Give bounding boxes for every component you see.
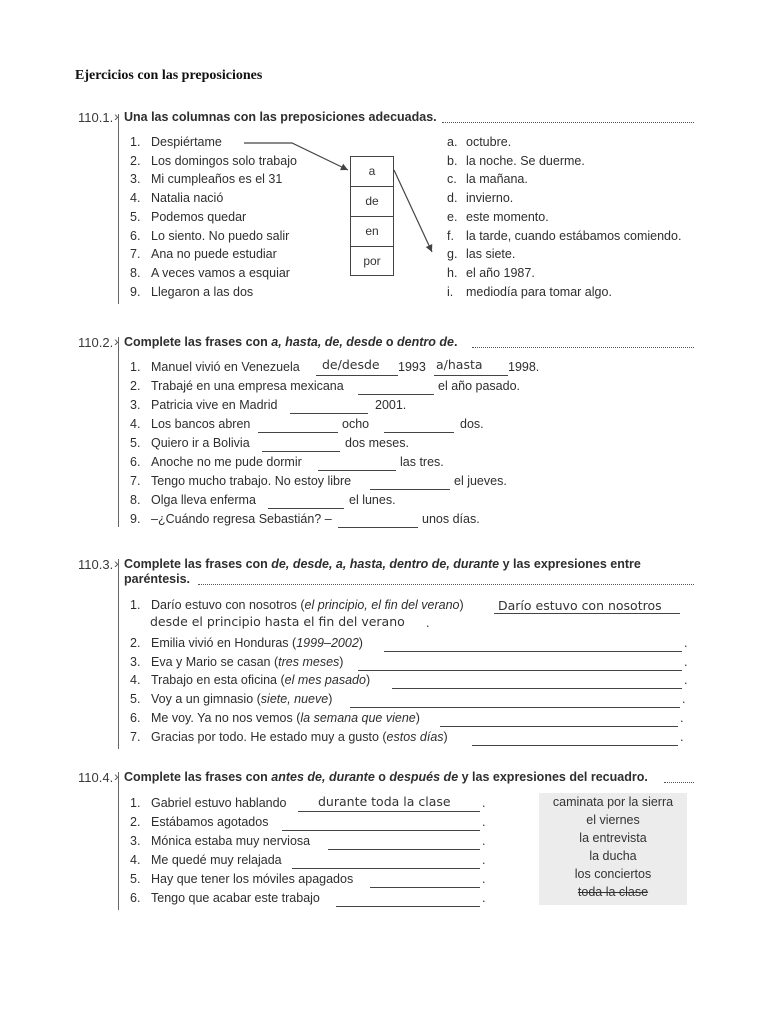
answer-blank[interactable] bbox=[472, 745, 678, 746]
handwritten-answer: desde el principio hasta el fin del verano bbox=[150, 614, 405, 629]
item-number: 5. bbox=[130, 692, 141, 707]
answer-blank[interactable] bbox=[282, 830, 480, 831]
chevron-right-icon: › bbox=[114, 108, 119, 124]
item-text: Tengo que acabar este trabajo bbox=[151, 891, 320, 905]
word-box-item: el viernes bbox=[586, 813, 640, 827]
item-number: 7. bbox=[130, 247, 141, 262]
item-number: 5. bbox=[130, 209, 141, 224]
answer-blank[interactable] bbox=[292, 868, 480, 869]
item-number: 9. bbox=[130, 284, 141, 299]
chevron-right-icon: › bbox=[114, 768, 119, 784]
period: . bbox=[482, 834, 486, 848]
item-number: 6. bbox=[130, 891, 141, 905]
margin-rule bbox=[118, 337, 119, 527]
item-text: el jueves. bbox=[454, 474, 507, 488]
item-text: Despiértame bbox=[151, 135, 222, 149]
item-number: 3. bbox=[130, 172, 141, 187]
item-letter: h. bbox=[447, 265, 458, 280]
period: . bbox=[482, 796, 486, 810]
item-number: 3. bbox=[130, 654, 141, 669]
item-text: Los bancos abren bbox=[151, 417, 251, 431]
matching-arrows bbox=[0, 0, 768, 320]
period: . bbox=[482, 872, 486, 886]
item-text: dos meses. bbox=[345, 436, 409, 450]
word-box bbox=[539, 793, 687, 905]
word-box-item-struck: toda la clase bbox=[577, 885, 649, 899]
item-text: Emilia vivió en Honduras (1999–2002) bbox=[151, 636, 363, 650]
exercise-heading: Complete las frases con antes de, durante o después de y las expresiones del recuadro. bbox=[124, 770, 648, 784]
answer-blank[interactable] bbox=[392, 688, 682, 689]
item-letter: a. bbox=[447, 135, 458, 149]
item-text: Manuel vivió en Venezuela bbox=[151, 360, 300, 374]
exercise-heading: Complete las frases con a, hasta, de, desde o dentro de. bbox=[124, 335, 458, 349]
answer-blank[interactable] bbox=[316, 375, 398, 376]
item-text: Trabajé en una empresa mexicana bbox=[151, 379, 344, 393]
item-text: mediodía para tomar algo. bbox=[466, 284, 612, 299]
period: . bbox=[482, 891, 486, 905]
item-text: Me voy. Ya no nos vemos (la semana que viene) bbox=[151, 710, 420, 725]
answer-blank[interactable] bbox=[358, 670, 682, 671]
word-box-item: caminata por la sierra bbox=[552, 795, 674, 809]
period: . bbox=[482, 815, 486, 829]
answer-blank[interactable] bbox=[434, 375, 508, 376]
answer-blank[interactable] bbox=[370, 489, 450, 490]
item-text: la noche. Se duerme. bbox=[466, 153, 585, 168]
period: . bbox=[426, 616, 430, 630]
item-text: invierno. bbox=[466, 191, 514, 206]
item-text: Podemos quedar bbox=[151, 209, 247, 224]
answer-blank[interactable] bbox=[440, 726, 678, 727]
item-number: 7. bbox=[130, 474, 141, 488]
answer-blank[interactable] bbox=[358, 394, 434, 395]
item-number: 8. bbox=[130, 493, 141, 507]
box-cell: por bbox=[363, 254, 381, 268]
exercise-heading: Una las columnas con las preposiciones adecuadas. bbox=[124, 110, 437, 124]
chevron-right-icon: › bbox=[114, 555, 119, 571]
answer-blank[interactable] bbox=[328, 849, 480, 850]
arrow-line bbox=[394, 170, 432, 252]
handwritten-answer: Darío estuvo con nosotros bbox=[498, 598, 662, 613]
item-text: Me quedé muy relajada bbox=[151, 853, 282, 867]
item-letter: c. bbox=[447, 172, 457, 187]
item-number: 6. bbox=[130, 710, 141, 725]
period: . bbox=[682, 692, 686, 707]
item-text: el lunes. bbox=[349, 493, 396, 507]
item-text: 1998. bbox=[508, 360, 540, 374]
dotted-rule bbox=[472, 347, 694, 348]
item-number: 3. bbox=[130, 834, 141, 848]
period: . bbox=[680, 729, 684, 744]
item-text: este momento. bbox=[466, 209, 549, 224]
item-number: 1. bbox=[130, 598, 141, 612]
word-box-item: la ducha bbox=[589, 849, 637, 863]
item-text: el año 1987. bbox=[466, 265, 535, 280]
answer-blank[interactable] bbox=[494, 613, 680, 614]
item-text: unos días. bbox=[422, 512, 480, 526]
item-letter: f. bbox=[447, 228, 454, 243]
item-number: 1. bbox=[130, 135, 141, 149]
item-text: Ana no puede estudiar bbox=[151, 247, 277, 262]
item-text: Eva y Mario se casan (tres meses) bbox=[151, 654, 344, 669]
answer-blank[interactable] bbox=[370, 887, 480, 888]
item-text: Gabriel estuvo hablando bbox=[151, 796, 287, 810]
item-number: 5. bbox=[130, 872, 141, 886]
handwritten-answer: durante toda la clase bbox=[318, 794, 451, 809]
exercise-number: 110.4. bbox=[78, 770, 114, 785]
item-text: las siete. bbox=[466, 247, 516, 262]
item-text: Quiero ir a Bolivia bbox=[151, 436, 250, 450]
item-number: 2. bbox=[130, 379, 141, 393]
answer-blank[interactable] bbox=[268, 508, 344, 509]
exercise-heading-line2: paréntesis. bbox=[124, 572, 191, 586]
item-text: 1993 bbox=[398, 360, 426, 374]
item-number: 7. bbox=[130, 729, 141, 744]
item-number: 3. bbox=[130, 398, 141, 412]
period: . bbox=[680, 710, 684, 725]
item-number: 4. bbox=[130, 191, 141, 206]
item-text: Mi cumpleaños es el 31 bbox=[151, 172, 283, 187]
margin-rule bbox=[118, 772, 119, 910]
item-text: la mañana. bbox=[466, 172, 528, 187]
item-text: Los domingos solo trabajo bbox=[151, 153, 297, 168]
page-title: Ejercicios con las preposiciones bbox=[75, 68, 263, 83]
item-text: A veces vamos a esquiar bbox=[151, 265, 290, 280]
period: . bbox=[684, 654, 688, 669]
item-letter: b. bbox=[447, 153, 458, 168]
item-number: 5. bbox=[130, 436, 141, 450]
exercise-number: 110.2. bbox=[78, 335, 114, 350]
item-text: Natalia nació bbox=[151, 191, 224, 206]
answer-blank[interactable] bbox=[384, 651, 682, 652]
answer-blank[interactable] bbox=[338, 527, 418, 528]
margin-rule bbox=[118, 559, 119, 749]
item-text: 2001. bbox=[375, 398, 407, 412]
period: . bbox=[684, 636, 688, 650]
answer-blank[interactable] bbox=[258, 432, 338, 433]
item-text: Patricia vive en Madrid bbox=[151, 398, 278, 412]
item-letter: g. bbox=[447, 247, 458, 262]
answer-blank[interactable] bbox=[262, 451, 340, 452]
item-text: Llegaron a las dos bbox=[151, 284, 254, 299]
item-number: 4. bbox=[130, 417, 141, 431]
item-text: Mónica estaba muy nerviosa bbox=[151, 834, 311, 848]
item-text: Olga lleva enferma bbox=[151, 493, 256, 507]
item-number: 4. bbox=[130, 673, 141, 688]
arrow-line bbox=[244, 143, 348, 170]
dotted-rule bbox=[664, 782, 694, 783]
answer-blank[interactable] bbox=[318, 470, 396, 471]
answer-blank[interactable] bbox=[298, 811, 480, 812]
box-cell: en bbox=[351, 217, 393, 247]
item-letter: e. bbox=[447, 209, 458, 224]
exercise-number: 110.3. bbox=[78, 557, 114, 572]
dotted-rule bbox=[198, 584, 694, 585]
item-text: octubre. bbox=[466, 135, 512, 149]
item-text: Anoche no me pude dormir bbox=[151, 455, 302, 469]
item-letter: i. bbox=[447, 284, 454, 299]
item-text: dos. bbox=[460, 417, 484, 431]
item-number: 2. bbox=[130, 153, 141, 168]
item-text: las tres. bbox=[400, 455, 444, 469]
item-text: Estábamos agotados bbox=[151, 815, 269, 829]
period: . bbox=[684, 673, 688, 688]
item-letter: d. bbox=[447, 191, 458, 206]
item-number: 9. bbox=[130, 512, 141, 526]
item-number: 1. bbox=[130, 360, 141, 374]
handwritten-answer: de/desde bbox=[322, 357, 380, 372]
item-text: la tarde, cuando estábamos comiendo. bbox=[466, 228, 682, 243]
chevron-right-icon: › bbox=[114, 333, 119, 349]
item-text: ocho bbox=[342, 417, 370, 431]
word-box-item: los conciertos bbox=[574, 867, 652, 881]
item-number: 4. bbox=[130, 853, 141, 867]
item-number: 6. bbox=[130, 455, 141, 469]
item-text: el año pasado. bbox=[438, 379, 521, 393]
period: . bbox=[482, 853, 486, 867]
word-box-item: la entrevista bbox=[579, 831, 647, 845]
item-number: 6. bbox=[130, 228, 141, 243]
item-number: 1. bbox=[130, 796, 141, 810]
answer-blank[interactable] bbox=[350, 707, 680, 708]
item-number: 8. bbox=[130, 265, 141, 280]
handwritten-answer: a/hasta bbox=[436, 357, 483, 372]
answer-blank[interactable] bbox=[384, 432, 454, 433]
item-number: 2. bbox=[130, 636, 141, 650]
box-cell: de bbox=[351, 187, 393, 217]
item-text: Trabajo en esta oficina (el mes pasado) bbox=[151, 673, 371, 688]
answer-blank[interactable] bbox=[290, 413, 368, 414]
item-text: Lo siento. No puedo salir bbox=[151, 228, 290, 243]
item-number: 2. bbox=[130, 815, 141, 829]
answer-blank[interactable] bbox=[336, 906, 480, 907]
item-text: Tengo mucho trabajo. No estoy libre bbox=[151, 474, 352, 488]
item-text: Gracias por todo. He estado muy a gusto (estos días) bbox=[151, 729, 448, 744]
exercise-heading: Complete las frases con de, desde, a, hasta, dentro de, durante y las expresiones entre bbox=[124, 557, 641, 571]
item-text: –¿Cuándo regresa Sebastián? – bbox=[151, 512, 332, 526]
item-text: Hay que tener los móviles apagados bbox=[151, 872, 354, 886]
item-text: Voy a un gimnasio (siete, nueve) bbox=[151, 692, 333, 707]
exercise-number: 110.1. bbox=[78, 110, 114, 125]
item-text: Darío estuvo con nosotros (el principio, el fin del verano) bbox=[151, 598, 464, 612]
box-cell: a bbox=[351, 157, 393, 187]
